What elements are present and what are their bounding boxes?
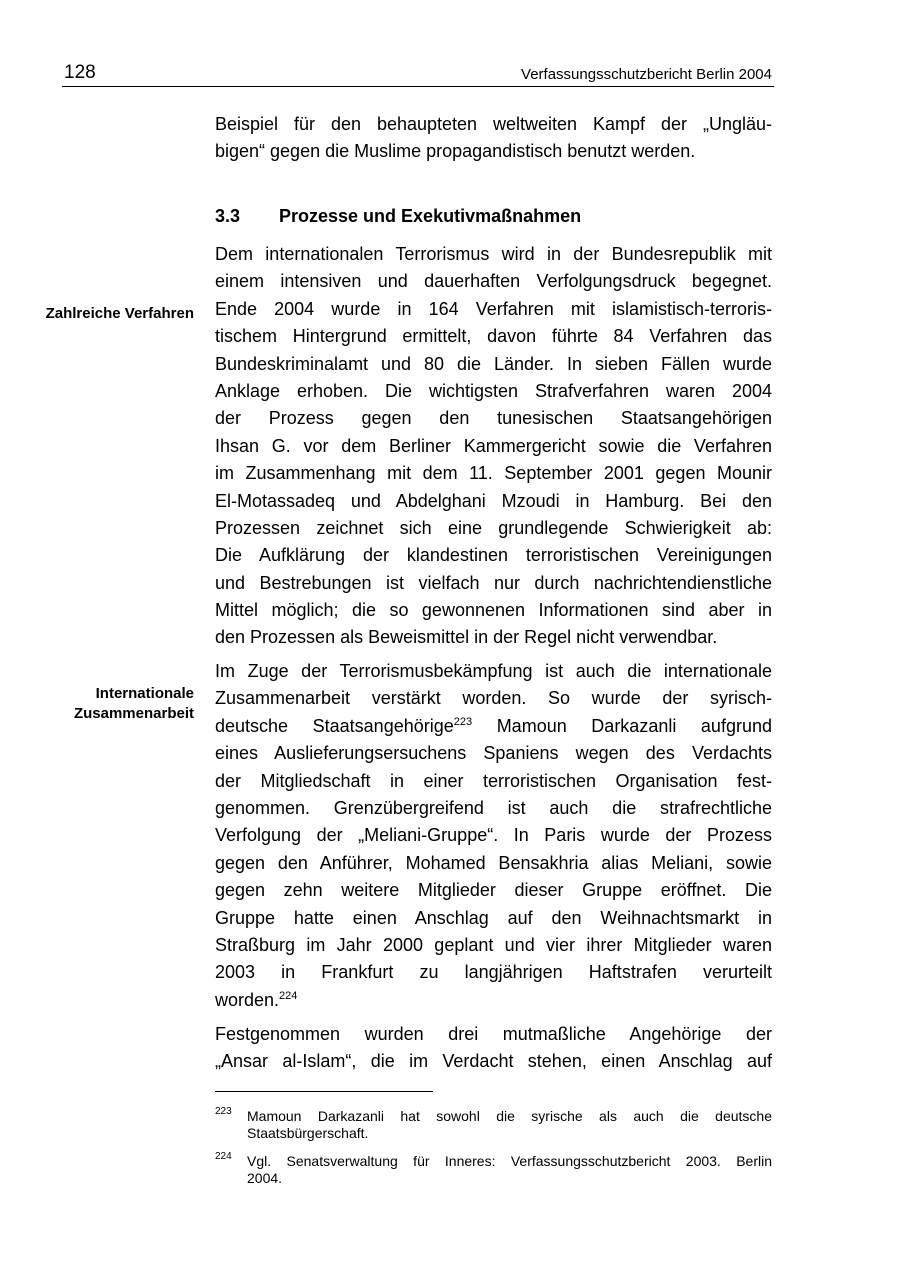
text-line: Im Zuge der Terrorismusbekämpfung ist auch die internationale (215, 661, 772, 681)
text-line: gegen zehn weitere Mitglieder dieser Gruppe eröffnet. Die (215, 880, 772, 901)
text-line: genommen. Grenzübergreifend ist auch die strafrechtliche (215, 797, 772, 818)
footnote-number: 223 (215, 1106, 232, 1117)
section-heading (215, 206, 581, 227)
page-number: 128 (64, 62, 96, 83)
text-fragment: Mamoun Darkazanli aufgrund (472, 715, 772, 736)
footnote-number: 224 (215, 1151, 232, 1162)
footnote-line: Mamoun Darkazanli hat sowohl die syrische als auch die deutsche (247, 1108, 772, 1124)
text-line: im Zusammenhang mit dem 11. September 2001 gegen Mounir (215, 463, 772, 484)
header-rule (62, 86, 774, 87)
footnote-ref-224[interactable]: 224 (279, 989, 298, 1002)
text-fragment: worden. (215, 989, 280, 1010)
text-line: und Bestrebungen ist vielfach nur durch nachrichtendienstliche (215, 572, 772, 593)
margin-note-line: Zusammenarbeit (73, 705, 194, 722)
text-line: bigen“ gegen die Muslime propagandistisch benutzt werden. (215, 141, 696, 162)
text-line: Anklage erhoben. Die wichtigsten Strafverfahren waren 2004 (215, 380, 772, 401)
text-line: gegen den Anführer, Mohamed Bensakhria alias Meliani, sowie (215, 852, 772, 873)
text-line: Die Aufklärung der klandestinen terroristischen Vereinigungen (215, 545, 772, 566)
text-line (215, 713, 772, 740)
paragraph-ansar (215, 1021, 772, 1076)
intro-paragraph (215, 111, 772, 166)
running-header-title: Verfassungsschutzbericht Berlin 2004 (521, 66, 772, 83)
text-line: einem intensiven und dauerhaften Verfolgungsdruck begegnet. (215, 271, 772, 292)
footnote-ref-223[interactable]: 223 (453, 715, 473, 728)
text-line: Beispiel für den behaupteten weltweiten Kampf der „Ungläu- (215, 114, 772, 134)
section-title: Prozesse und Exekutivmaßnahmen (279, 206, 582, 226)
margin-note-line: Internationale (95, 685, 194, 702)
text-line (215, 987, 772, 1014)
text-line: El-Motassadeq und Abdelghani Mzoudi in Hamburg. Bei den (215, 490, 772, 511)
text-line: Ende 2004 wurde in 164 Verfahren mit islamistisch-terroris- (215, 298, 772, 319)
section-number: 3.3 (215, 206, 241, 226)
text-line: Bundeskriminalamt und 80 die Länder. In sieben Fällen wurde (215, 353, 772, 374)
text-line: Mittel möglich; die so gewonnenen Informationen sind aber in (215, 600, 772, 621)
paragraph-verfahren (215, 241, 772, 652)
footnote-line: Vgl. Senatsverwaltung für Inneres: Verfassungsschutzbericht 2003. Berlin (247, 1153, 772, 1169)
text-line: der Prozess gegen den tunesischen Staatsangehörigen (215, 408, 772, 429)
text-line: Prozessen zeichnet sich eine grundlegende Schwierigkeit ab: (215, 517, 772, 538)
text-fragment: deutsche Staatsangehörige (215, 715, 454, 736)
text-line: „Ansar al-Islam“, die im Verdacht stehen, einen Anschlag auf (215, 1051, 772, 1072)
text-line: Straßburg im Jahr 2000 geplant und vier ihrer Mitglieder waren (215, 934, 772, 955)
text-line: Verfolgung der „Meliani-Gruppe“. In Paris wurde der Prozess (215, 825, 772, 846)
text-line: den Prozessen als Beweismittel in der Regel nicht verwendbar. (215, 627, 718, 648)
text-line: Zusammenarbeit verstärkt worden. So wurde der syrisch- (215, 688, 772, 709)
footnote-rule (215, 1091, 433, 1092)
text-line: Festgenommen wurden drei mutmaßliche Angehörige der (215, 1024, 772, 1044)
margin-note-verfahren: Zahlreiche Verfahren (45, 305, 194, 322)
paragraph-zusammenarbeit (215, 658, 772, 1014)
footnote-line: Staatsbürgerschaft. (247, 1125, 369, 1141)
footnote-line: 2004. (247, 1170, 283, 1186)
text-line: Gruppe hatte einen Anschlag auf den Weihnachtsmarkt in (215, 907, 772, 928)
text-line: 2003 in Frankfurt zu langjährigen Haftstrafen verurteilt (215, 962, 772, 983)
text-line: eines Auslieferungsersuchens Spaniens wegen des Verdachts (215, 743, 772, 764)
text-line: Dem internationalen Terrorismus wird in der Bundesrepublik mit (215, 244, 772, 264)
text-line: Ihsan G. vor dem Berliner Kammergericht sowie die Verfahren (215, 435, 772, 456)
footnote-text (247, 1153, 772, 1187)
footnote-text (247, 1108, 772, 1142)
text-line: der Mitgliedschaft in einer terroristischen Organisation fest- (215, 770, 772, 791)
text-line: tischem Hintergrund ermittelt, davon führte 84 Verfahren das (215, 326, 772, 347)
margin-note-zusammenarbeit (74, 684, 194, 724)
